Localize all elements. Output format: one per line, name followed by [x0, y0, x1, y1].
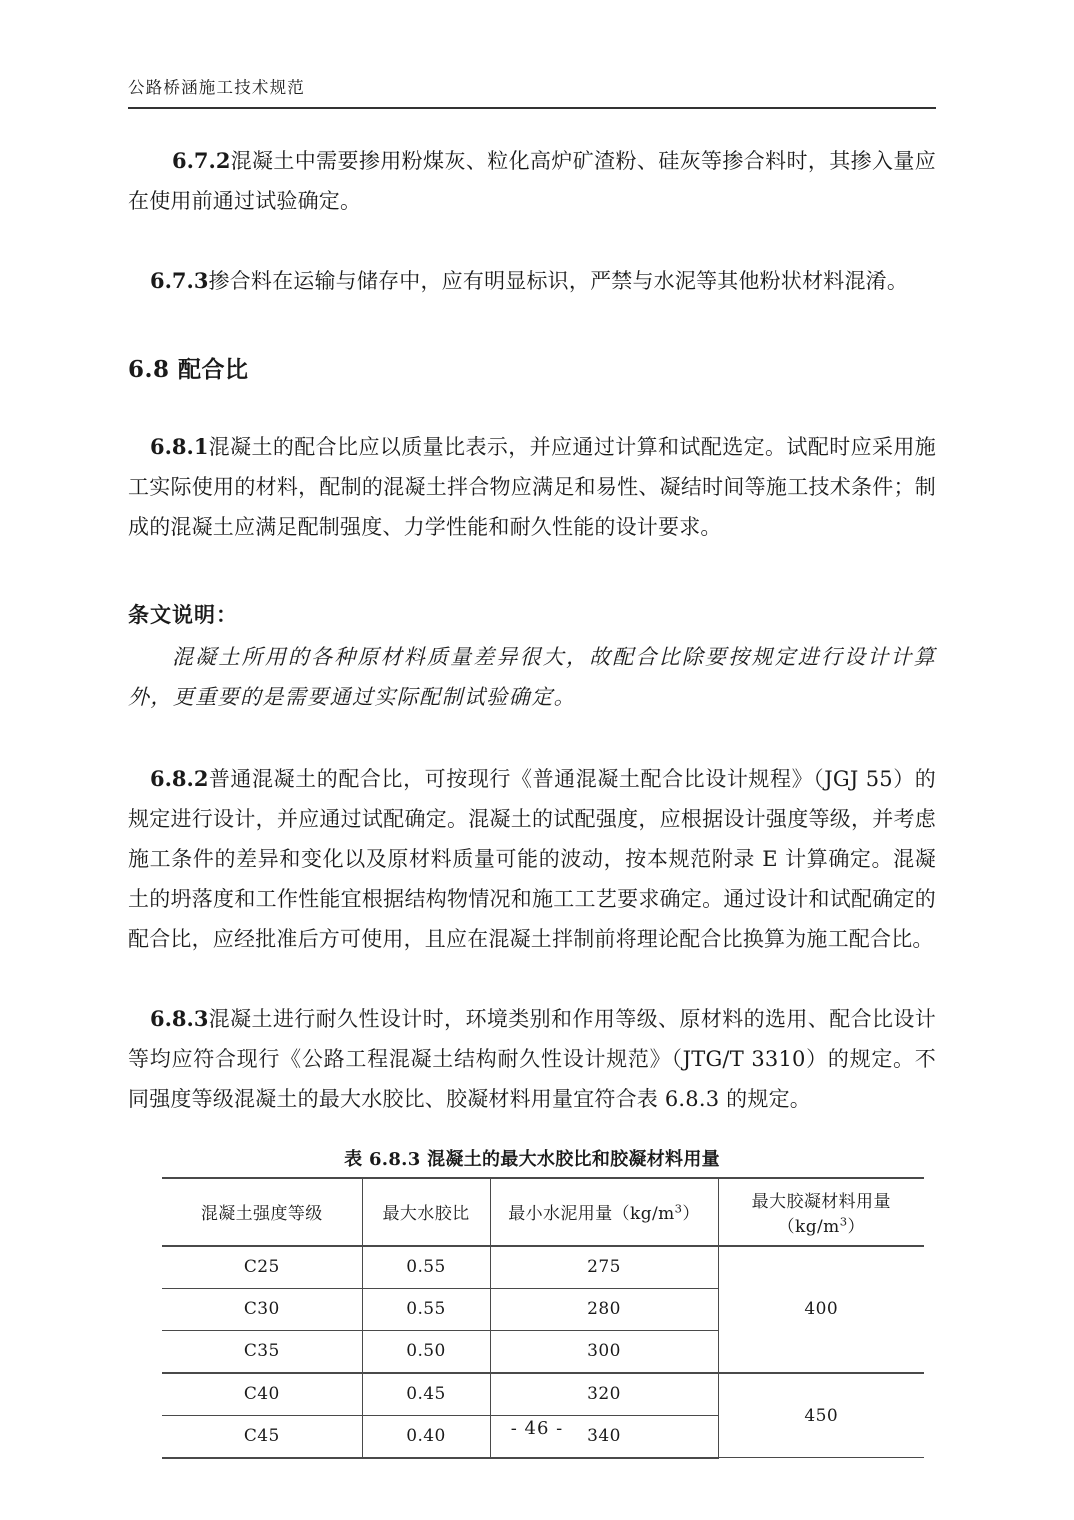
clause-text: 混凝土的配合比应以质量比表示，并应通过计算和试配选定。试配时应采用施工实际使用的材料，配制的混凝土拌合物应满足和易性、凝结时间等施工技术条件；制成的混凝土应满足配制强度、力学性能和耐久性能的设计要求。	[128, 434, 936, 539]
cell-grade: C45	[162, 1415, 362, 1458]
cell-grade: C25	[162, 1246, 362, 1289]
cell-water-binder-ratio: 0.50	[362, 1330, 490, 1373]
cell-min-cement: 280	[490, 1288, 718, 1330]
section-heading-6-8: 6.8 配合比	[128, 355, 249, 383]
header-rule	[128, 107, 936, 109]
cell-max-binder: 450	[718, 1373, 924, 1458]
clause-number: 6.8.1	[150, 433, 209, 459]
column-header-max-binder-exponent: 3	[839, 1214, 848, 1229]
clause-text: 普通混凝土的配合比，可按现行《普通混凝土配合比设计规程》（JGJ 55）的规定进行设计，并应通过试配确定。混凝土的试配强度，应根据设计强度等级，并考虑施工条件的差异和变化以及原材料质量可能的波动，按本规范附录 E 计算确定。混凝土的坍落度和工作性能宜根据结构物情况和施工工艺要求确定。通过设计和试配确定的配合比，应经批准后方可使用，且应在混凝土拌制前将理论配合比换算为施工配合比。	[128, 766, 936, 951]
clause-text: 混凝土进行耐久性设计时，环境类别和作用等级、原材料的选用、配合比设计等均应符合现行《公路工程混凝土结构耐久性设计规范》（JTG/T 3310）的规定。不同强度等级混凝土的最大水胶比、胶凝材料用量宜符合表 6.8.3 的规定。	[128, 1006, 936, 1111]
table-row	[162, 1246, 924, 1289]
running-header	[128, 0, 936, 109]
column-header-min-cement-exponent: 3	[674, 1201, 683, 1216]
cell-water-binder-ratio: 0.45	[362, 1373, 490, 1416]
column-header-min-cement-main: 最小水泥用量（kg/m	[508, 1204, 675, 1225]
clause-6-7-2	[128, 141, 936, 221]
explanatory-note-text: 混凝土所用的各种原材料质量差异很大，故配合比除要按规定进行设计计算外，更重要的是需要通过实际配制试验确定。	[128, 644, 936, 709]
clause-number: 6.8.2	[150, 765, 209, 791]
clause-number: 6.8.3	[150, 1005, 209, 1031]
column-header-min-cement	[490, 1178, 718, 1246]
cell-water-binder-ratio: 0.40	[362, 1415, 490, 1458]
column-header-max-binder-tail: ）	[847, 1216, 865, 1237]
clause-number: 6.7.2	[172, 147, 231, 173]
cell-min-cement: 275	[490, 1246, 718, 1289]
column-header-water-binder-ratio: 最大水胶比	[362, 1178, 490, 1246]
table-6-8-3-wrapper	[128, 1147, 936, 1459]
clause-number: 6.7.3	[150, 267, 209, 293]
column-header-grade: 混凝土强度等级	[162, 1178, 362, 1246]
clause-text: 掺合料在运输与储存中，应有明显标识，严禁与水泥等其他粉状材料混淆。	[208, 268, 909, 293]
clause-6-8-1	[128, 427, 936, 547]
column-header-max-binder-main: 最大胶凝材料用量（kg/m	[751, 1191, 891, 1237]
table-6-8-3	[162, 1177, 924, 1459]
column-header-max-binder	[718, 1178, 924, 1246]
table-row	[162, 1373, 924, 1416]
clause-6-8-2	[128, 759, 936, 959]
explanatory-note-label: 条文说明：	[128, 602, 238, 627]
cell-min-cement: 300	[490, 1330, 718, 1373]
clause-6-7-3	[128, 261, 936, 301]
cell-grade: C40	[162, 1373, 362, 1416]
cell-min-cement: 340	[490, 1415, 718, 1458]
table-header-row	[162, 1178, 924, 1246]
cell-grade: C30	[162, 1288, 362, 1330]
running-header-title: 公路桥涵施工技术规范	[128, 78, 305, 97]
cell-max-binder: 400	[718, 1246, 924, 1373]
page-number: - 46 -	[510, 1418, 564, 1439]
clause-6-8-3	[128, 999, 936, 1119]
cell-min-cement: 320	[490, 1373, 718, 1416]
cell-grade: C35	[162, 1330, 362, 1373]
cell-water-binder-ratio: 0.55	[362, 1246, 490, 1289]
cell-water-binder-ratio: 0.55	[362, 1288, 490, 1330]
page-content	[128, 0, 936, 1459]
table-caption: 表 6.8.3 混凝土的最大水胶比和胶凝材料用量	[344, 1148, 720, 1170]
column-header-min-cement-tail: ）	[682, 1204, 700, 1225]
clause-text: 混凝土中需要掺用粉煤灰、粒化高炉矿渣粉、硅灰等掺合料时，其掺入量应在使用前通过试验确定。	[128, 148, 936, 213]
